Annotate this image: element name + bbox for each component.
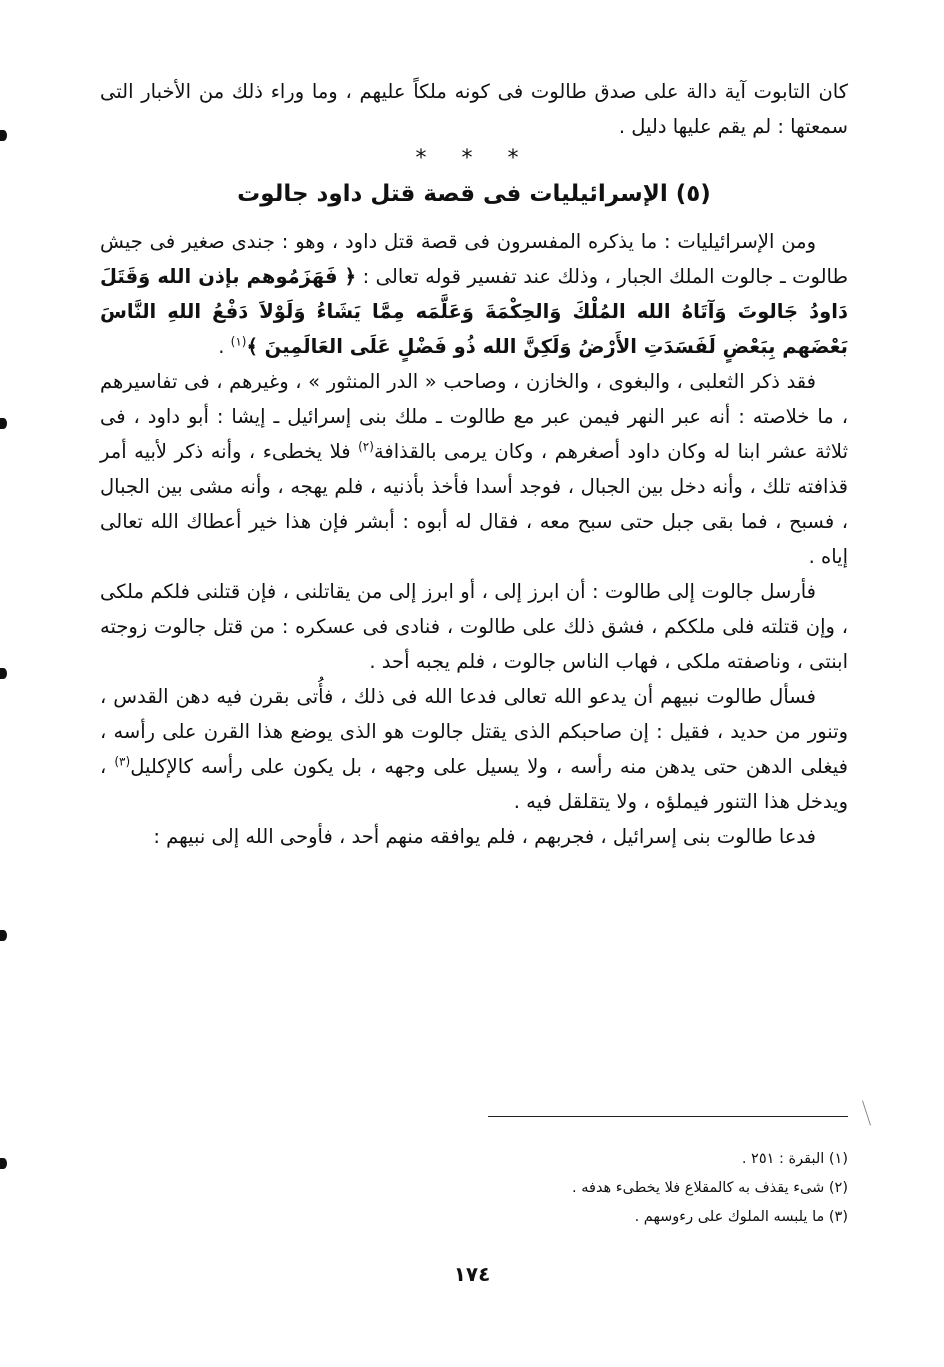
margin-tick-mark	[862, 1100, 871, 1125]
footnote-ref-3: (٣)	[114, 754, 131, 769]
footnotes	[100, 1145, 848, 1232]
binding-hole-mark	[0, 418, 7, 429]
footnote-ref-2: (٢)	[358, 439, 374, 454]
section-heading: (٥) الإسرائيليات فى قصة قتل داود جالوت	[237, 181, 711, 207]
binding-hole-mark	[0, 130, 7, 141]
page-body	[100, 74, 848, 854]
paragraph-4	[100, 679, 848, 819]
paragraph-3: فأرسل جالوت إلى طالوت : أن ابرز إلى ، أو ابرز إلى من يقاتلنى ، فإن قتلنى فلكم ملكى ، وإن قتلته فلى ملككم ، فشق ذلك على طالوت ، فنادى فى عسكره : من قتل جالوت زوجته ابنتى ، وناصفته ملكى ، فهاب الناس جالوت ، فلم يجبه أحد .	[100, 580, 848, 673]
paragraph-5: فدعا طالوت بنى إسرائيل ، فجربهم ، فلم يوافقه منهم أحد ، فأوحى الله إلى نبيهم :	[153, 825, 816, 848]
paragraph-4-part-b: ، ويدخل هذا التنور فيملؤه ، ولا يتقلقل فيه .	[100, 755, 848, 813]
footnote-divider	[488, 1116, 848, 1117]
paragraph-4-part-a: فسأل طالوت نبيهم أن يدعو الله تعالى فدعا الله فى ذلك ، فأُتى بقرن فيه دهن القدس ، وتنور من حديد ، فقيل : إن صاحبكم الذى يقتل جالوت هو الذى يوضع هذا القرن على رأسه ، فيغلى الدهن حتى يدهن منه رأسه ، ولا يسيل على وجهه ، بل يكون على رأسه كالإكليل	[100, 685, 848, 778]
quran-verse: ﴿ فَهَزَمُوهم بإذن الله وَقَتَلَ دَاودُ جَالوتَ وَآتَاهُ الله المُلْكَ وَالحِكْمَةَ وَعَلَّمَه مِمَّا يَشَاءُ وَلَوْلاَ دَفْعُ اللهِ النَّاسَ بَعْضَهم بِبَعْضٍ لَفَسَدَتِ الأَرْضُ وَلَكِنَّ الله ذُو فَضْلٍ عَلَى العَالَمِينَ ﴾	[100, 265, 848, 358]
section-separator: * * *	[415, 146, 533, 171]
footnote-1: (١) البقرة : ٢٥١ .	[741, 1151, 848, 1167]
paragraph-2-part-b: فلا يخطىء ، وأنه ذكر لأبيه أمر قذافته تلك ، وأنه دخل بين الجبال ، فوجد أسدا فأخذ بأذنيه ، فلم يهجه ، وأنه مشى بين الجبال ، فسبح ، فما بقى جبل حتى سبح معه ، فقال له أبوه : أبشر فإن هذا خير أعطاك الله تعالى إياه .	[100, 440, 848, 568]
binding-hole-mark	[0, 1158, 7, 1169]
paragraph-1-end: .	[218, 335, 231, 358]
binding-hole-mark	[0, 668, 7, 679]
footnote-ref-1: (١)	[230, 334, 247, 349]
intro-paragraph: كان التابوت آية دالة على صدق طالوت فى كونه ملكاً عليهم ، وما وراء ذلك من الأخبار التى سمعتها : لم يقم عليها دليل .	[100, 80, 848, 138]
binding-hole-mark	[0, 930, 7, 941]
page-number: ١٧٤	[453, 1262, 491, 1286]
paragraph-2-part-a: فقد ذكر الثعلبى ، والبغوى ، والخازن ، وصاحب « الدر المنثور » ، وغيرهم ، فى تفاسيرهم ، ما خلاصته : أنه عبر النهر فيمن عبر مع طالوت ـ ملك بنى إسرائيل ـ إيشا : أبو داود ، فى ثلاثة عشر ابنا له وكان داود أصغرهم ، وكان يرمى بالقذافة	[100, 370, 848, 463]
paragraph-1	[100, 224, 848, 364]
footnote-2: (٢) شىء يقذف به كالمقلاع فلا يخطىء هدفه .	[572, 1180, 848, 1196]
paragraph-1-text: ومن الإسرائيليات : ما يذكره المفسرون فى قصة قتل داود ، وهو : جندى صغير فى جيش طالوت ـ جالوت الملك الجبار ، وذلك عند تفسير قوله تعالى :	[100, 230, 848, 288]
footnote-3: (٣) ما يلبسه الملوك على رءوسهم .	[634, 1209, 848, 1225]
paragraph-2	[100, 364, 848, 574]
